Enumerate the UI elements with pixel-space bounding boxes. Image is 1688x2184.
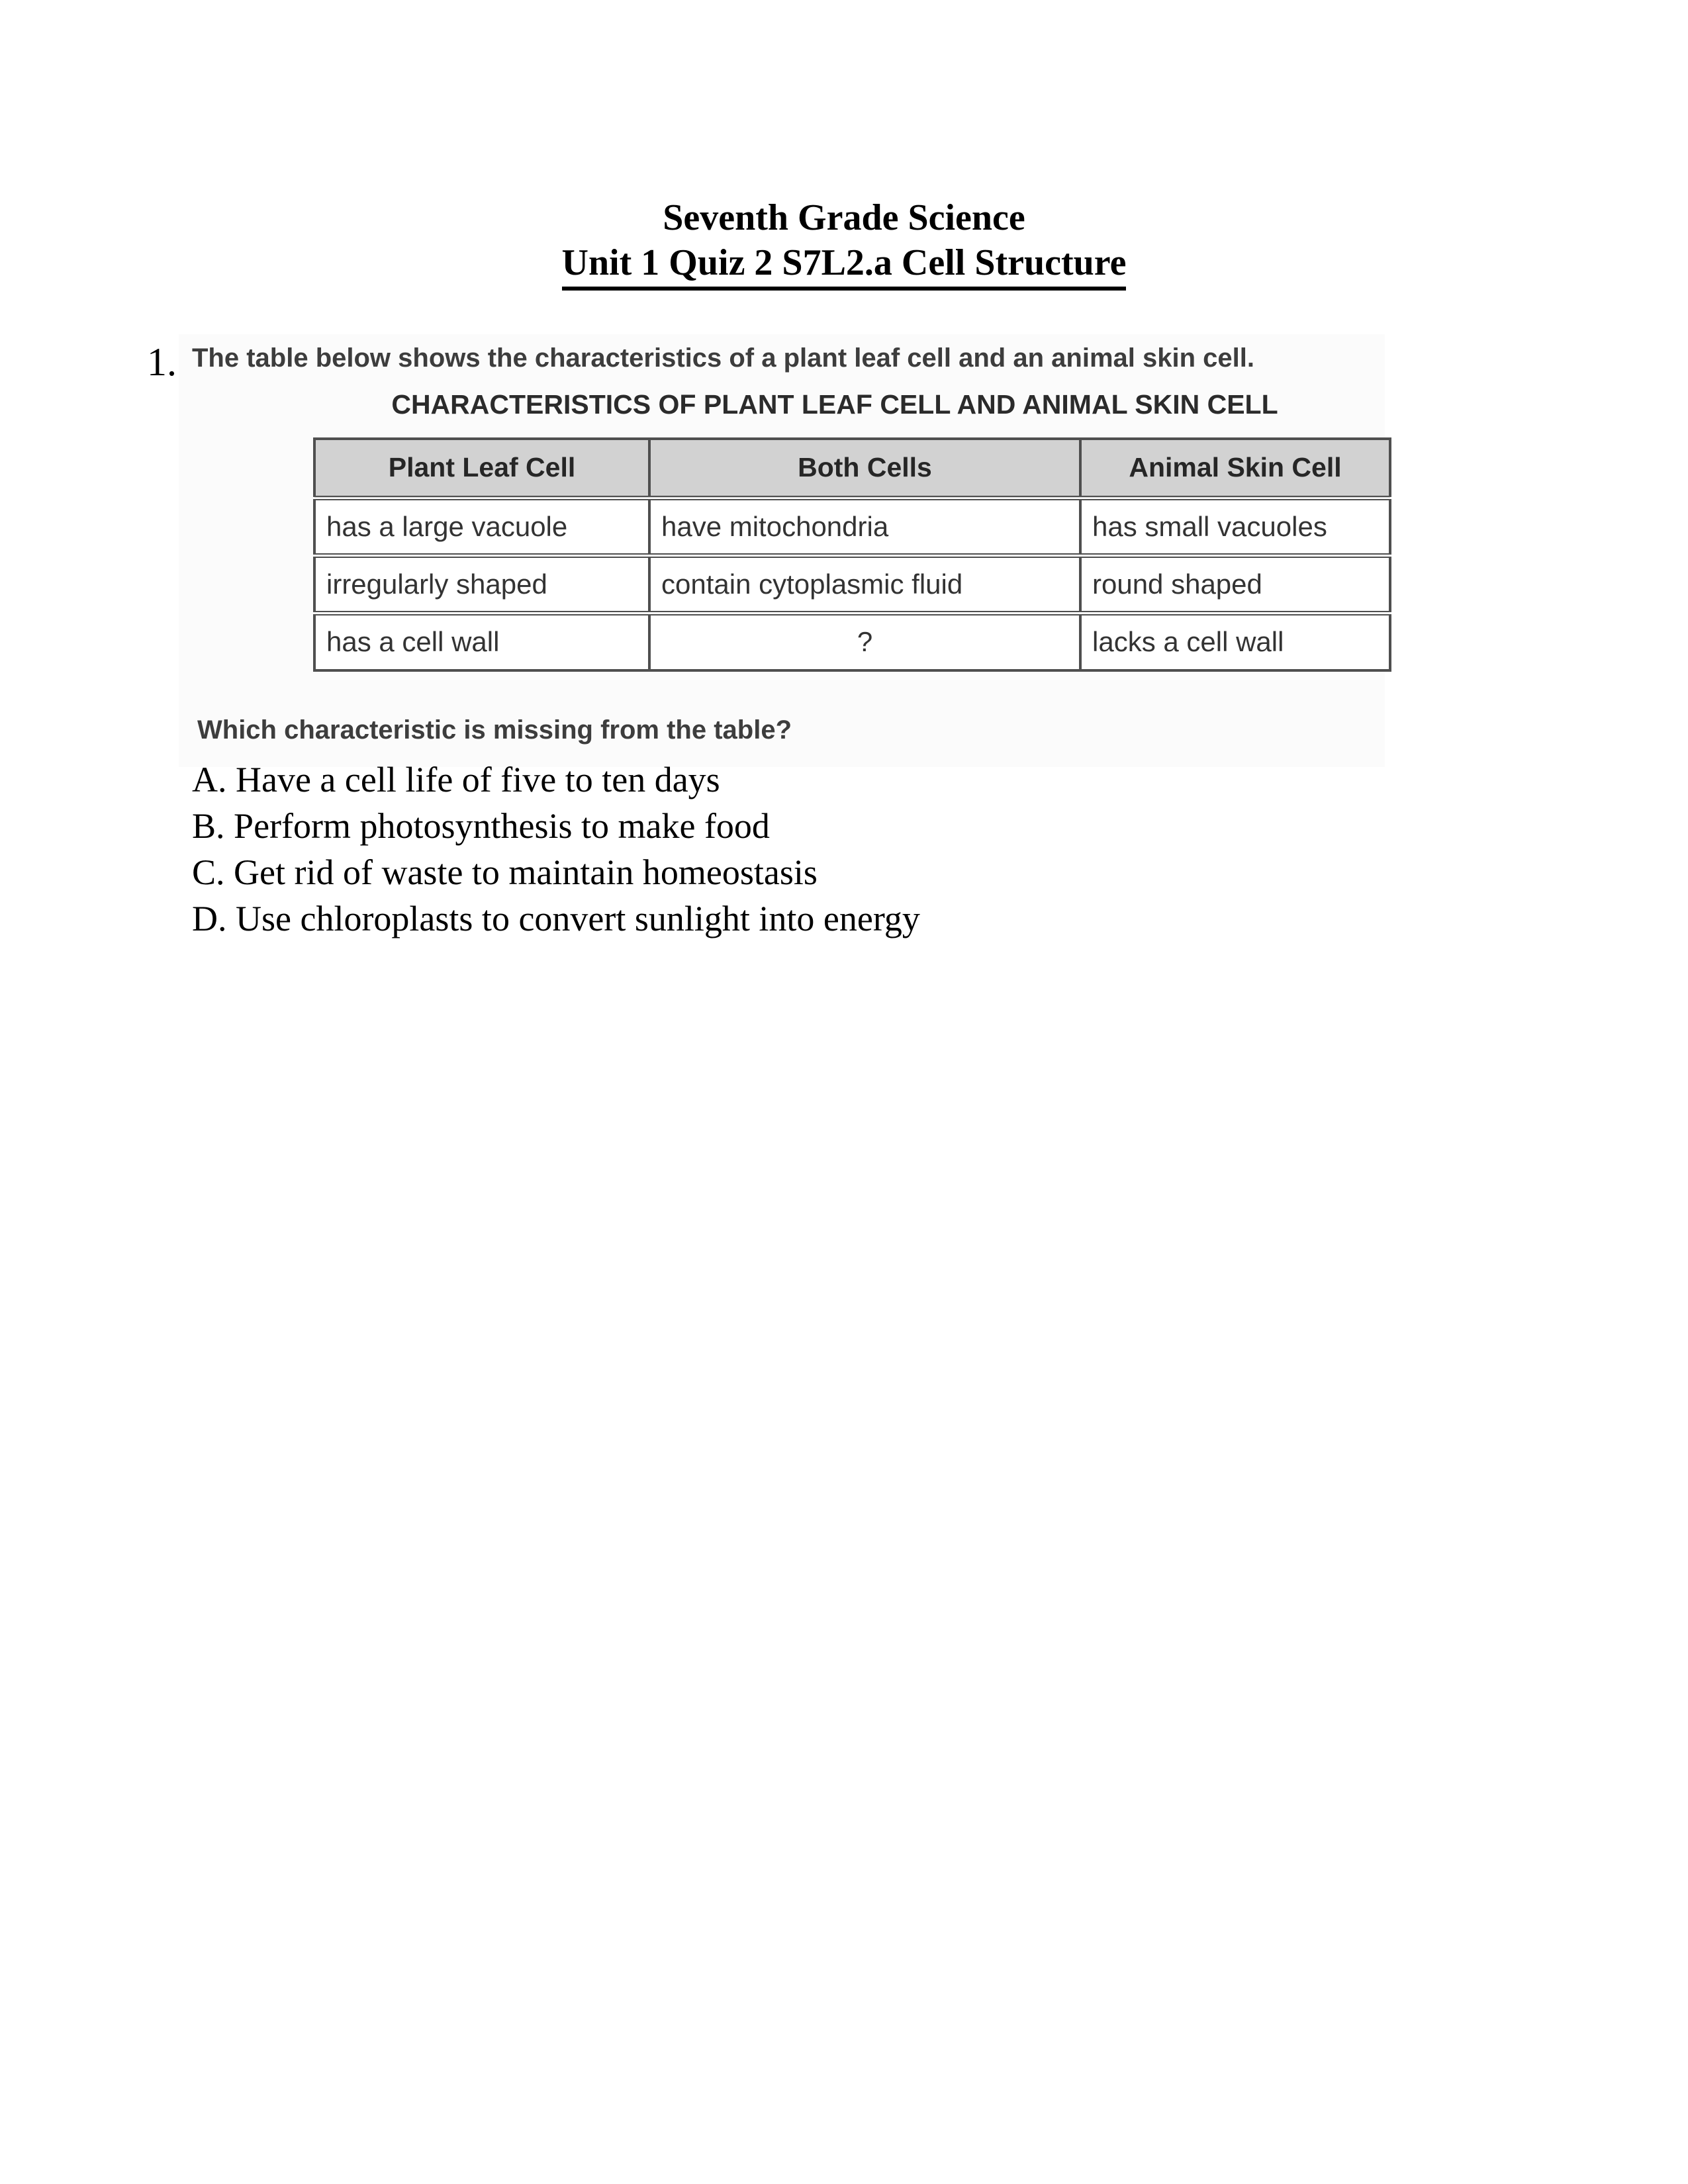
answer-options bbox=[192, 756, 1251, 942]
document-title-block bbox=[0, 196, 1688, 291]
table-cell: round shaped bbox=[1080, 555, 1390, 613]
table-cell-missing: ? bbox=[649, 613, 1080, 670]
header-plant-leaf-cell: Plant Leaf Cell bbox=[314, 439, 649, 498]
question-prompt: The table below shows the characteristics of a plant leaf cell and an animal skin cell. bbox=[192, 343, 1254, 373]
document-subtitle-wrap bbox=[0, 241, 1688, 291]
option-a-letter: A. bbox=[192, 760, 227, 799]
table-cell: has a cell wall bbox=[314, 613, 649, 670]
table-title: CHARACTERISTICS OF PLANT LEAF CELL AND ANIMAL SKIN CELL bbox=[391, 389, 1278, 420]
header-both-cells: Both Cells bbox=[649, 439, 1080, 498]
table-cell: has a large vacuole bbox=[314, 498, 649, 555]
option-b-text: Perform photosynthesis to make food bbox=[234, 806, 770, 846]
table-row bbox=[314, 498, 1390, 555]
table-header-row bbox=[314, 439, 1390, 498]
option-b-letter: B. bbox=[192, 806, 225, 846]
document-subtitle: Unit 1 Quiz 2 S7L2.a Cell Structure bbox=[562, 241, 1127, 291]
table-row bbox=[314, 555, 1390, 613]
table-row bbox=[314, 613, 1390, 670]
table-cell: have mitochondria bbox=[649, 498, 1080, 555]
table-cell: has small vacuoles bbox=[1080, 498, 1390, 555]
characteristics-table bbox=[313, 437, 1391, 672]
option-a-text: Have a cell life of five to ten days bbox=[236, 760, 720, 799]
sub-question: Which characteristic is missing from the table? bbox=[197, 715, 792, 745]
document-title: Seventh Grade Science bbox=[663, 197, 1025, 238]
option-d-text: Use chloroplasts to convert sunlight into energy bbox=[236, 899, 920, 938]
option-c-text: Get rid of waste to maintain homeostasis bbox=[234, 852, 818, 892]
table-cell: contain cytoplasmic fluid bbox=[649, 555, 1080, 613]
question-screenshot-region bbox=[179, 334, 1385, 767]
table-cell: lacks a cell wall bbox=[1080, 613, 1390, 670]
option-d bbox=[192, 895, 1251, 942]
question-number: 1. bbox=[147, 340, 177, 384]
table-cell: irregularly shaped bbox=[314, 555, 649, 613]
option-a bbox=[192, 756, 1251, 803]
header-animal-skin-cell: Animal Skin Cell bbox=[1080, 439, 1390, 498]
option-c bbox=[192, 849, 1251, 895]
option-d-letter: D. bbox=[192, 899, 227, 938]
option-c-letter: C. bbox=[192, 852, 225, 892]
option-b bbox=[192, 803, 1251, 849]
